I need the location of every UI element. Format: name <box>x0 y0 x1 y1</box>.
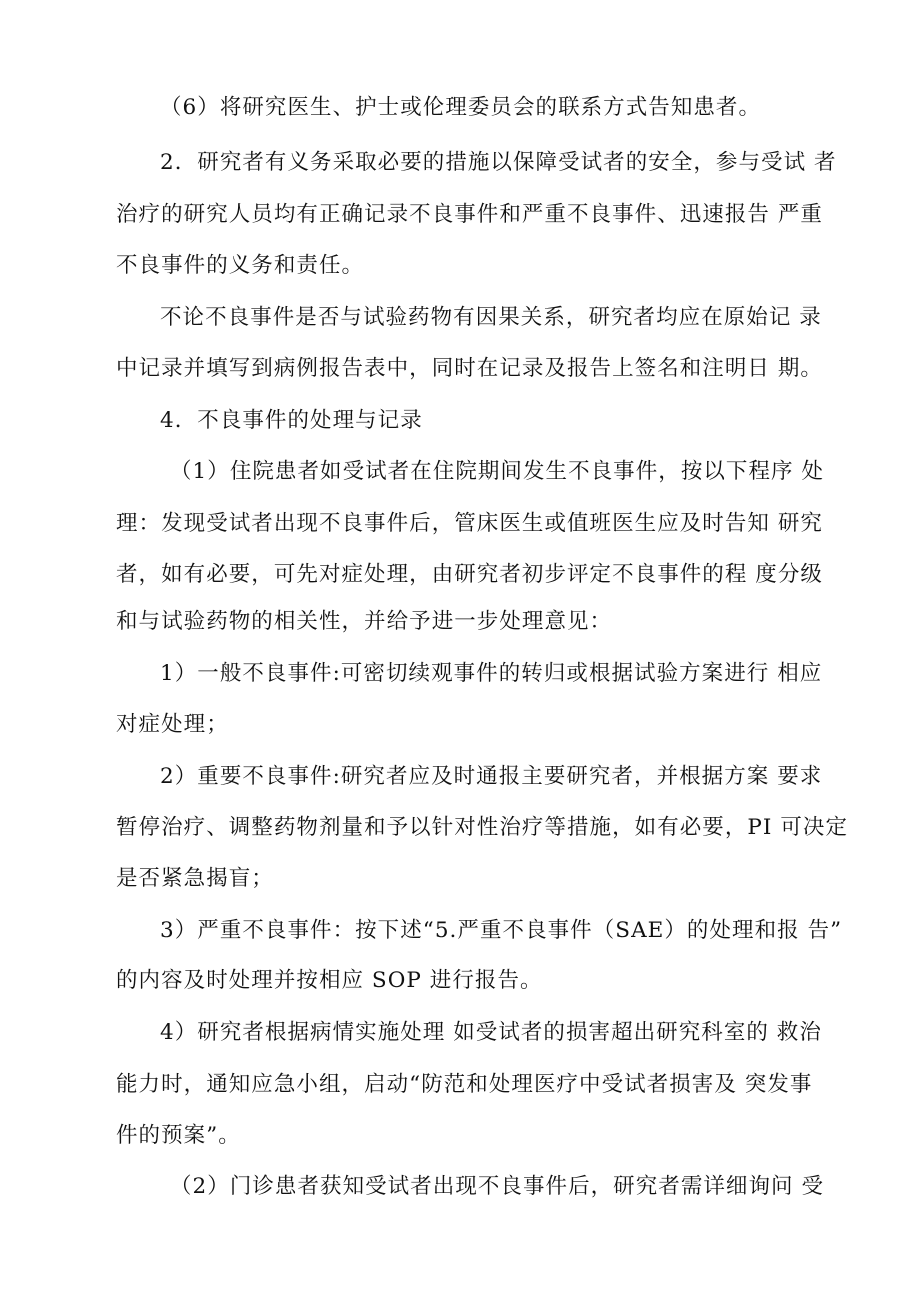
text-line: 件的预案”。 <box>116 1123 241 1148</box>
text-line: 不论不良事件是否与试验药物有因果关系，研究者均应在原始记 录 <box>160 305 822 330</box>
text-line: （2）门诊患者获知受试者出现不良事件后，研究者需详细询问 受 <box>170 1174 825 1199</box>
text-line: （6）将研究医生、护士或伦理委员会的联系方式告知患者。 <box>160 95 762 120</box>
text-line: 治疗的研究人员均有正确记录不良事件和严重不良事件、迅速报告 严重 <box>116 202 823 227</box>
text-line: 者，如有必要，可先对症处理，由研究者初步评定不良事件的程 度分级 <box>116 562 823 587</box>
text-line: 不良事件的义务和责任。 <box>116 253 365 278</box>
text-line: 2．研究者有义务采取必要的措施以保障受试者的安全，参与受试 者 <box>160 150 837 175</box>
text-line: 1）一般不良事件:可密切续观事件的转归或根据试验方案进行 相应 <box>160 661 823 686</box>
text-line: 暂停治疗、调整药物剂量和予以针对性治疗等措施，如有必要，PI 可决定 <box>116 815 848 840</box>
text-line: 对症处理； <box>116 712 229 737</box>
text-line: 3）严重不良事件：按下述“5.严重不良事件（SAE）的处理和报 告” <box>160 918 843 943</box>
text-line: 是否紧急揭盲； <box>116 866 274 891</box>
text-line: 4．不良事件的处理与记录 <box>160 408 423 433</box>
text-line: 能力时，通知应急小组，启动“防范和处理医疗中受试者损害及 突发事 <box>116 1072 813 1097</box>
text-line: 中记录并填写到病例报告表中，同时在记录及报告上签名和注明日 期。 <box>116 356 823 381</box>
text-line: 的内容及时处理并按相应 SOP 进行报告。 <box>116 968 543 993</box>
text-line: 2）重要不良事件:研究者应及时通报主要研究者，并根据方案 要求 <box>160 764 823 789</box>
text-line: 4）研究者根据病情实施处理 如受试者的损害超出研究科室的 救治 <box>160 1020 822 1045</box>
text-line: （1）住院患者如受试者在住院期间发生不良事件，按以下程序 处 <box>170 459 825 484</box>
text-line: 理：发现受试者出现不良事件后，管床医生或值班医生应及时告知 研究 <box>116 511 823 536</box>
text-line: 和与试验药物的相关性，并给予进一步处理意见： <box>116 609 613 634</box>
